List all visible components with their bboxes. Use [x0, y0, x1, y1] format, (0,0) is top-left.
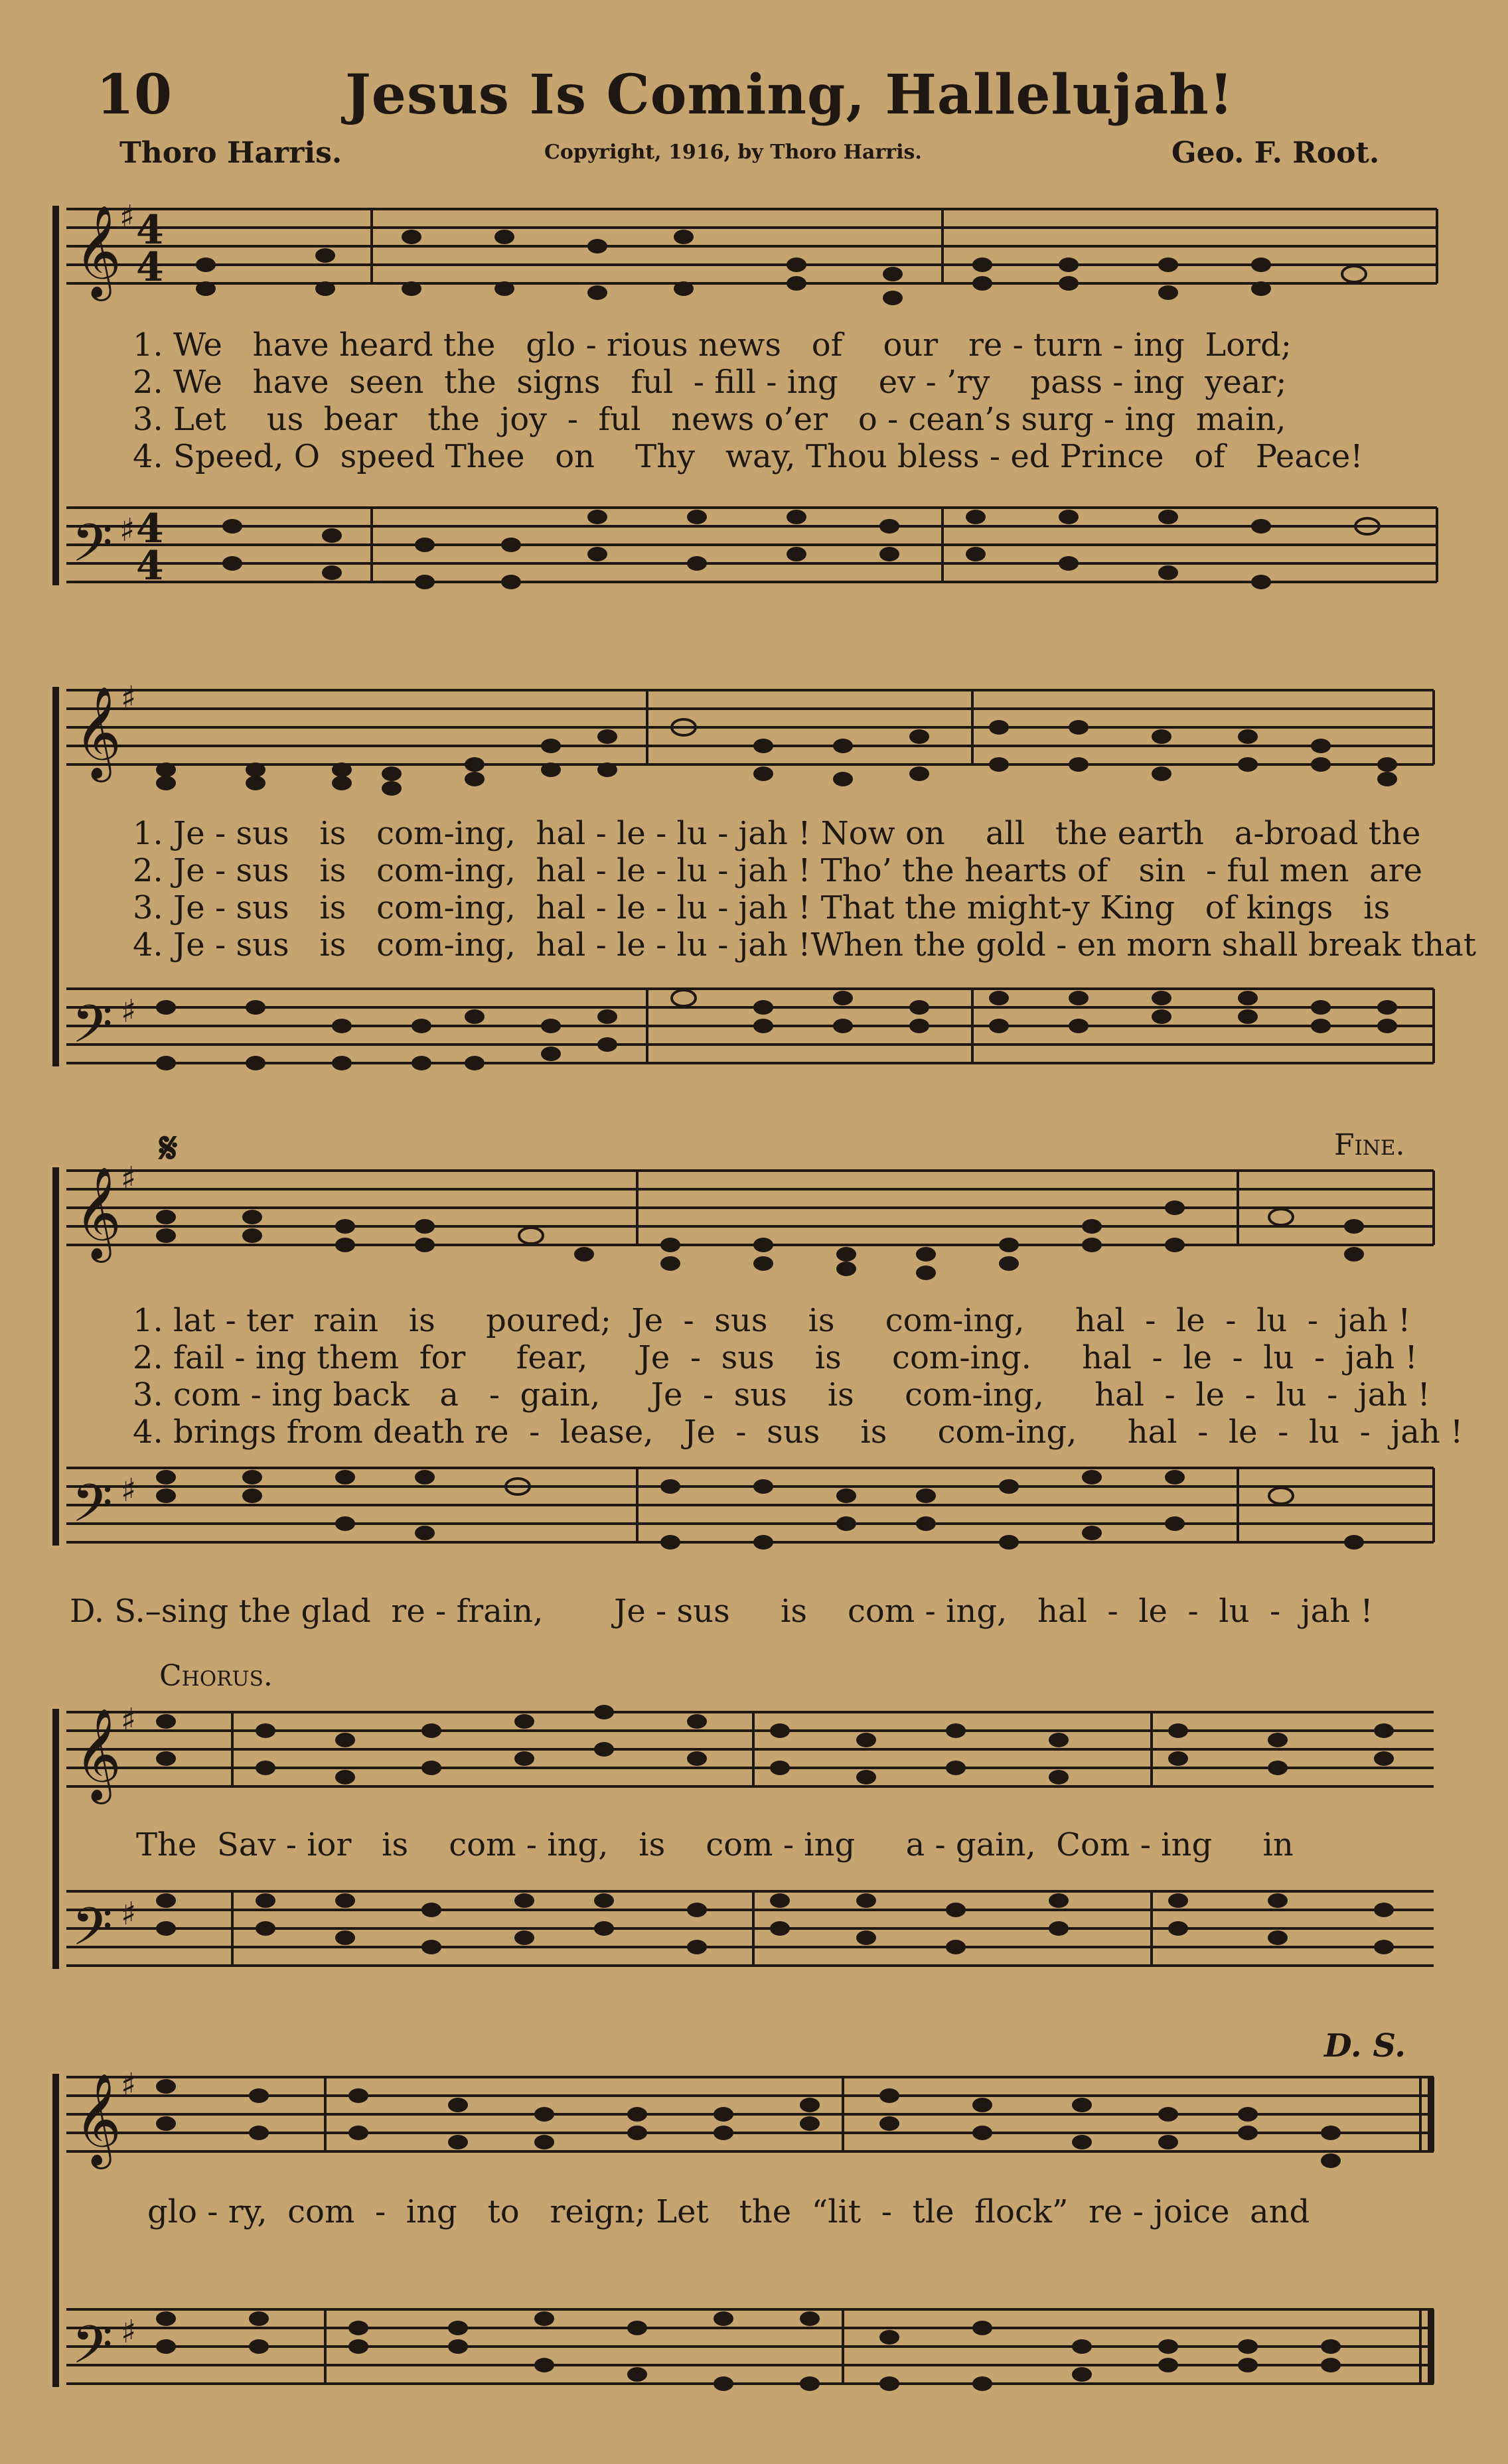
svg-text:𝄞: 𝄞	[74, 686, 121, 778]
chorus-label: Chorus.	[159, 1659, 273, 1693]
svg-text:𝄢: 𝄢	[72, 512, 113, 587]
svg-text:4: 4	[136, 244, 164, 291]
system-5-staves	[0, 2057, 1508, 2442]
svg-text:♯: ♯	[121, 2313, 137, 2351]
system-3-verse-3: 3. com - ing back a - gain, Je - sus is com-ing, hal - le - lu - jah !	[133, 1376, 1430, 1413]
svg-text:♯: ♯	[121, 2066, 137, 2104]
lyricist-credit: Thoro Harris.	[119, 136, 342, 170]
svg-text:𝄞: 𝄞	[74, 1167, 121, 1259]
system-2-verse-4: 4. Je - sus is com-ing, hal - le - lu - jah !When the gold - en morn shall break that	[133, 926, 1477, 964]
system-3-verse-2: 2. fail - ing them for fear, Je - sus is com-ing. hal - le - lu - jah !	[133, 1339, 1418, 1376]
fine-marking: Fine.	[1334, 1128, 1405, 1162]
system-2-verse-3: 3. Je - sus is com-ing, hal - le - lu - jah ! That the might-y King of kings is	[133, 889, 1391, 926]
svg-text:4: 4	[136, 543, 164, 589]
composer-credit: Geo. F. Root.	[1171, 136, 1380, 170]
svg-text:𝄢: 𝄢	[72, 993, 113, 1068]
svg-text:𝄢: 𝄢	[72, 1896, 113, 1970]
system-1-verse-1: 1. We have heard the glo - rious news of our re - turn - ing Lord;	[133, 326, 1292, 364]
system-2-verse-2: 2. Je - sus is com-ing, hal - le - lu - jah ! Tho’ the hearts of sin - ful men are	[133, 852, 1422, 889]
svg-text:4: 4	[136, 506, 164, 552]
dal-segno-lyric: D. S.–sing the glad re - frain, Je - sus is com - ing, hal - le - lu - jah !	[70, 1593, 1373, 1630]
system-2-verse-1: 1. Je - sus is com-ing, hal - le - lu - jah ! Now on all the earth a-broad the	[133, 815, 1421, 852]
system-1-verse-3: 3. Let us bear the joy - ful news o’er o - cean’s surg - ing main,	[133, 401, 1286, 438]
svg-text:♯: ♯	[121, 1702, 137, 1739]
system-1-verse-4: 4. Speed, O speed Thee on Thy way, Thou bless - ed Prince of Peace!	[133, 438, 1363, 475]
system-3-verse-1: 1. lat - ter rain is poured; Je - sus is com-ing, hal - le - lu - jah !	[133, 1302, 1411, 1339]
svg-text:♯: ♯	[121, 1160, 137, 1197]
svg-text:𝄋: 𝄋	[159, 1124, 178, 1173]
svg-text:♯: ♯	[121, 1895, 137, 1932]
svg-text:𝄢: 𝄢	[72, 1473, 113, 1547]
svg-text:♯: ♯	[121, 993, 137, 1030]
svg-text:𝄢: 𝄢	[72, 2314, 113, 2388]
chorus-lyric-2: glo - ry, com - ing to reign; Let the “lit - tle flock” re - joice and	[147, 2193, 1310, 2230]
chorus-lyric-1: The Sav - ior is com - ing, is com - ing a - gain, Com - ing in	[136, 1826, 1294, 1863]
svg-text:♯: ♯	[121, 680, 137, 717]
hymn-number: 10	[96, 63, 173, 127]
svg-text:𝄞: 𝄞	[74, 205, 121, 297]
system-3-verse-4: 4. brings from death re - lease, Je - sus is com-ing, hal - le - lu - jah !	[133, 1413, 1464, 1451]
system-1-verse-2: 2. We have seen the signs ful - fill - ing ev - ’ry pass - ing year;	[133, 364, 1287, 401]
dal-segno-marking: D. S.	[1324, 2027, 1406, 2065]
svg-text:𝄞: 𝄞	[74, 2073, 121, 2165]
copyright-notice: Copyright, 1916, by Thoro Harris.	[544, 141, 922, 164]
svg-text:𝄞: 𝄞	[74, 1708, 121, 1800]
svg-text:♯: ♯	[119, 198, 135, 236]
svg-text:♯: ♯	[121, 1472, 137, 1509]
svg-text:4: 4	[136, 207, 164, 254]
svg-text:♯: ♯	[119, 512, 135, 549]
hymn-title: Jesus Is Coming, Hallelujah!	[345, 63, 1234, 127]
